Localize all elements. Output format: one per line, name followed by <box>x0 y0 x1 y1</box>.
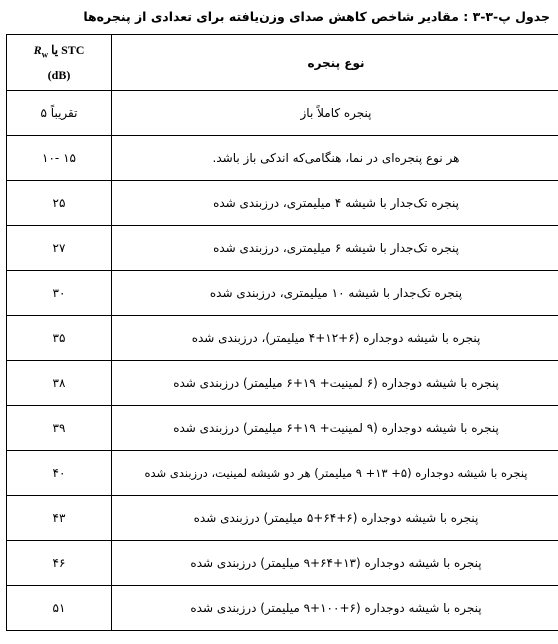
window-type-header: نوع پنجره <box>112 35 558 91</box>
stc-header-title <box>11 40 107 64</box>
window-type-cell: هر نوع پنجره‌ای در نما، هنگامی‌که اندکی باز باشد. <box>112 136 558 181</box>
table-row <box>7 136 558 181</box>
table-row <box>7 316 558 361</box>
stc-value-cell: ۳۰ <box>7 271 112 316</box>
window-type-cell: پنجره کاملاً باز <box>112 91 558 136</box>
window-type-cell: پنجره تک‌جدار با شیشه ۱۰ میلیمتری، درزبندی شده <box>112 271 558 316</box>
window-noise-reduction-table <box>6 34 558 631</box>
stc-value-cell: ۳۸ <box>7 361 112 406</box>
stc-header <box>7 35 112 91</box>
table-row <box>7 226 558 271</box>
table-row <box>7 271 558 316</box>
window-type-cell: پنجره با شیشه دوجداره (۹ لمینیت+ ۱۹+۶ میلیمتر) درزبندی شده <box>112 406 558 451</box>
table-row <box>7 496 558 541</box>
table-row <box>7 91 558 136</box>
stc-value-cell: ۲۷ <box>7 226 112 271</box>
rw-subscript: w <box>41 49 49 60</box>
table-row <box>7 181 558 226</box>
stc-value-cell: ۴۰ <box>7 451 112 496</box>
window-type-cell: پنجره با شیشه دوجداره (۶+۶۴+۵ میلیمتر) درزبندی شده <box>112 496 558 541</box>
table-row <box>7 586 558 631</box>
window-type-cell: پنجره با شیشه دوجداره (۶+۱۰۰+۹ میلیمتر) درزبندی شده <box>112 586 558 631</box>
stc-value-cell: ۳۵ <box>7 316 112 361</box>
stc-label: یا STC <box>48 43 85 58</box>
window-type-cell: پنجره تک‌جدار با شیشه ۶ میلیمتری، درزبندی شده <box>112 226 558 271</box>
stc-value-cell: ۵۱ <box>7 586 112 631</box>
table-row <box>7 451 558 496</box>
stc-value-cell: ۳۹ <box>7 406 112 451</box>
stc-value-cell: ۱۵ -۱۰ <box>7 136 112 181</box>
stc-value-cell: ۲۵ <box>7 181 112 226</box>
stc-value-cell: ۴۶ <box>7 541 112 586</box>
window-type-cell: پنجره تک‌جدار با شیشه ۴ میلیمتری، درزبندی شده <box>112 181 558 226</box>
window-type-cell: پنجره با شیشه دوجداره (۶+۱۲+۴ میلیمتر)، درزبندی شده <box>112 316 558 361</box>
rw-symbol: R <box>33 43 42 58</box>
table-caption: جدول پ-۳-۳ : مقادیر شاخص کاهش صدای وزن‌یافته برای تعدادی از پنجره‌ها <box>83 9 550 24</box>
table-row <box>7 541 558 586</box>
table-header-row <box>7 35 558 91</box>
window-type-cell: پنجره با شیشه دوجداره (۶ لمینیت+ ۱۹+۶ میلیمتر) درزبندی شده <box>112 361 558 406</box>
window-type-cell: پنجره با شیشه دوجداره (۱۳+۶۴+۹ میلیمتر) درزبندی شده <box>112 541 558 586</box>
stc-value-cell: تقریباً ۵ <box>7 91 112 136</box>
stc-unit: (dB) <box>47 67 71 82</box>
window-type-cell: پنجره با شیشه دوجداره (۵+ ۱۳+ ۹ میلیمتر) هر دو شیشه لمینیت، درزبندی شده <box>112 451 558 496</box>
stc-value-cell: ۴۳ <box>7 496 112 541</box>
table-row <box>7 361 558 406</box>
table-row <box>7 406 558 451</box>
